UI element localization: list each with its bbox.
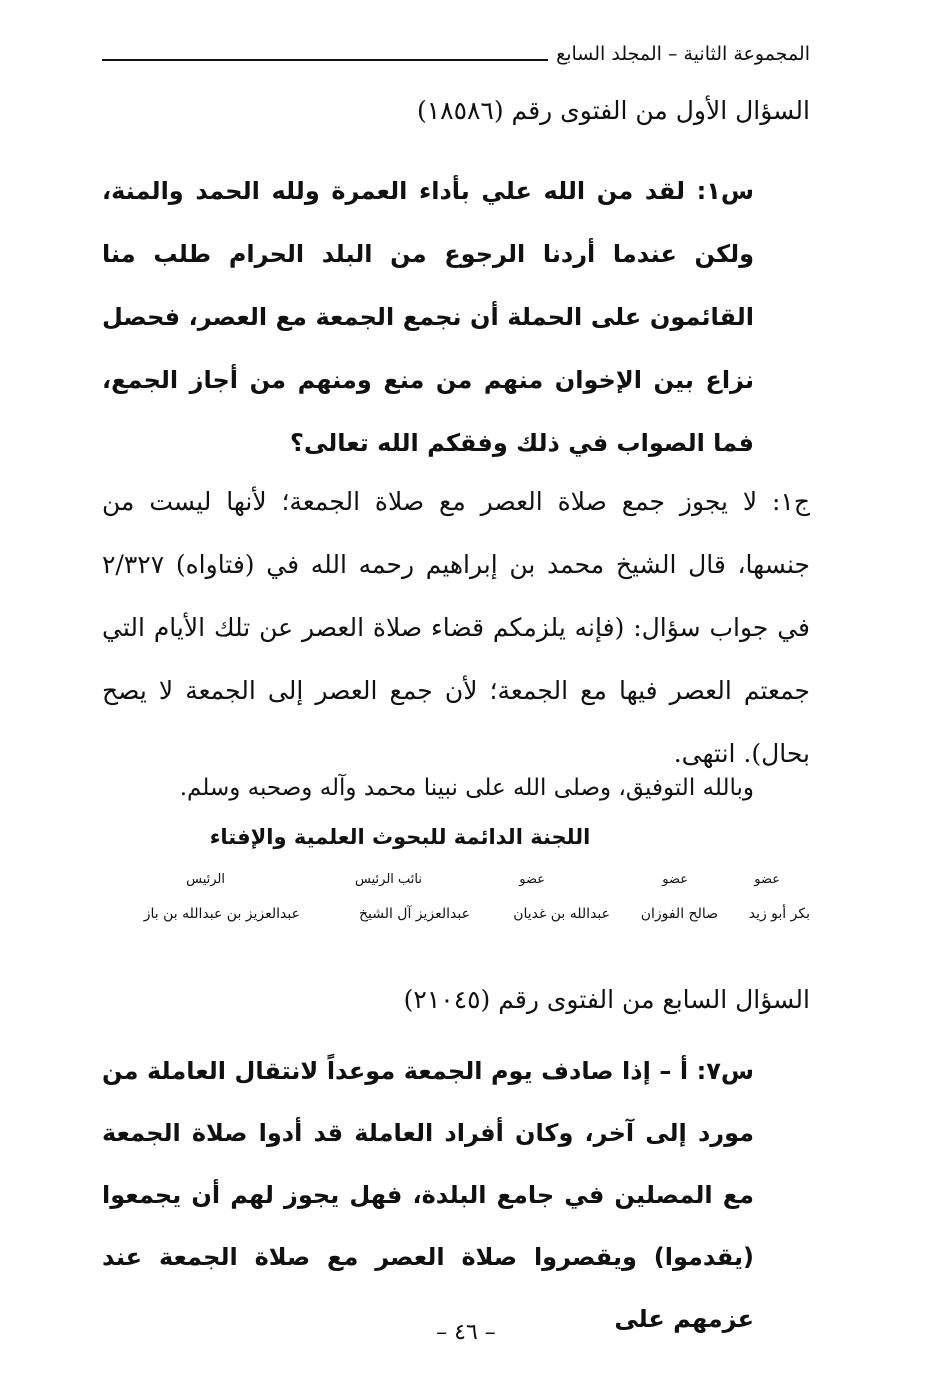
section-1-question: س١: لقد من الله علي بأداء العمرة ولله الحمد والمنة، ولكن عندما أردنا الرجوع من البلد الحرام طلب منا القائمون على الحملة أن نجمع الجمعة مع العصر، فحصل نزاع بين الإخوان منهم من منع ومنهم من أجاز الجمع، فما الصواب في ذلك وفقكم الله تعالى؟ xyxy=(102,177,754,457)
signatory-1-role: عضو xyxy=(754,872,780,887)
header-title: المجموعة الثانية – المجلد السابع xyxy=(556,43,810,65)
section-1-title: السؤال الأول من الفتوى رقم (١٨٥٨٦) xyxy=(416,96,810,125)
header-rule xyxy=(102,59,548,61)
section-1-answer: ج١: لا يجوز جمع صلاة العصر مع صلاة الجمعة؛ لأنها ليست من جنسها، قال الشيخ محمد بن إبراهيم رحمه الله في (فتاواه) ٢/٣٢٧ في جواب سؤال: (فإنه يلزمكم قضاء صلاة العصر عن تلك الأيام التي جمعتم العصر فيها مع الجمعة؛ لأن جمع العصر إلى الجمعة لا يصح بحال). انتهى. xyxy=(102,487,810,768)
signatory-3-name: عبدالله بن غديان xyxy=(513,906,610,922)
closing-line: وبالله التوفيق، وصلى الله على نبينا محمد وآله وصحبه وسلم. xyxy=(179,775,754,801)
running-header xyxy=(102,38,810,70)
signatory-5-name: عبدالعزيز بن عبدالله بن باز xyxy=(143,906,300,922)
signatory-3-role: عضو xyxy=(519,872,545,887)
signatory-4-role: نائب الرئيس xyxy=(355,872,422,887)
signatory-2-name: صالح الفوزان xyxy=(640,906,718,922)
signatures xyxy=(120,872,810,942)
page-number: – ٤٦ – xyxy=(436,1320,496,1345)
committee-name: اللجنة الدائمة للبحوث العلمية والإفتاء xyxy=(209,825,591,849)
signatory-2-role: عضو xyxy=(662,872,688,887)
section-2-question: س٧: أ – إذا صادف يوم الجمعة موعداً لانتقال العاملة من مورد إلى آخر، وكان أفراد العاملة قد أدوا صلاة الجمعة مع المصلين في جامع البلدة، فهل يجوز لهم أن يجمعوا (يقدموا) ويقصروا صلاة العصر مع صلاة الجمعة عند عزمهم على xyxy=(102,1057,754,1333)
signatory-1-name: بكر أبو زيد xyxy=(748,906,810,922)
section-2-title: السؤال السابع من الفتوى رقم (٢١٠٤٥) xyxy=(403,985,810,1014)
signatory-4-name: عبدالعزيز آل الشيخ xyxy=(358,906,470,922)
signatory-5-role: الرئيس xyxy=(186,872,225,887)
